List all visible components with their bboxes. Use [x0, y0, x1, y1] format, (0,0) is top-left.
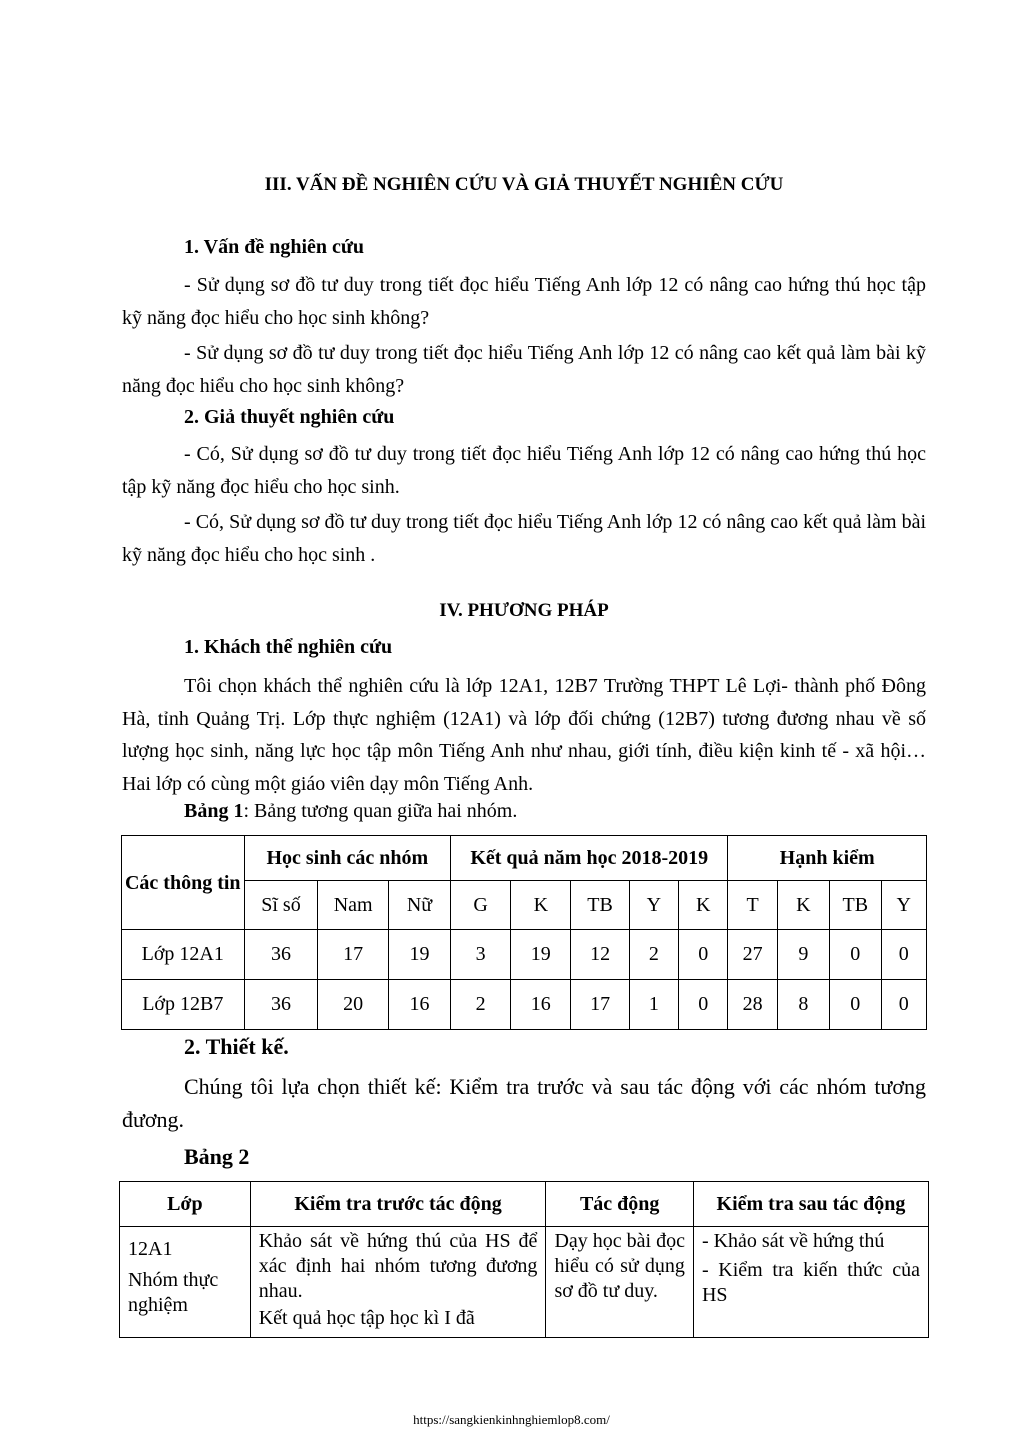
table-cell: 0 [679, 980, 728, 1030]
table-2-header-before: Kiểm tra trước tác động [250, 1182, 546, 1227]
table-cell: 0 [830, 930, 881, 980]
table-1-subheader: T [728, 881, 777, 930]
table-cell: 20 [318, 980, 388, 1030]
table-1-subheader: Sĩ số [244, 881, 318, 930]
table-cell: 2 [629, 930, 678, 980]
table-cell: 16 [388, 980, 450, 1030]
section-3-sub1: 1. Vấn đề nghiên cứu [184, 236, 365, 258]
section-4-sub2: 2. Thiết kế. [184, 1034, 289, 1059]
table-1-header-info: Các thông tin [122, 836, 245, 930]
table-2-action-cell [546, 1227, 694, 1338]
table-1-subheader: TB [571, 881, 629, 930]
table-row [122, 930, 927, 980]
section-3-paragraph-4: - Có, Sử dụng sơ đồ tư duy trong tiết đọc hiểu Tiếng Anh lớp 12 có nâng cao kết quả làm bài kỹ năng đọc hiểu cho học sinh . [122, 511, 926, 566]
table-1-subheader: Nữ [388, 881, 450, 930]
after-text-1: - Khảo sát về hứng thú [701, 1230, 885, 1252]
table-cell: 0 [679, 930, 728, 980]
footer-url: https://sangkienkinhnghiemlop8.com/ [413, 1412, 610, 1427]
table-2-before-cell [250, 1227, 546, 1338]
class-name: 12A1 [128, 1238, 173, 1260]
table-cell: 3 [451, 930, 511, 980]
section-3-paragraph-2: - Sử dụng sơ đồ tư duy trong tiết đọc hiểu Tiếng Anh lớp 12 có nâng cao kết quả làm bài kỹ năng đọc hiểu cho học sinh không? [122, 342, 926, 397]
table-1-caption [184, 800, 517, 823]
comparison-table [121, 835, 927, 1030]
table-cell: 9 [777, 930, 829, 980]
section-3-title: III. VẤN ĐỀ NGHIÊN CỨU VÀ GIẢ THUYẾT NGHIÊN CỨU [264, 174, 784, 195]
table-2-after-cell [693, 1227, 928, 1338]
table-cell: 8 [777, 980, 829, 1030]
table-cell: 16 [511, 980, 571, 1030]
action-text: Dạy học bài đọc hiểu có sử dụng sơ đồ tư duy. [554, 1230, 685, 1302]
table-cell: 19 [388, 930, 450, 980]
section-4-paragraph-1: Tôi chọn khách thể nghiên cứu là lớp 12A1, 12B7 Trường THPT Lê Lợi- thành phố Đông Hà, tỉnh Quảng Trị. Lớp thực nghiệm (12A1) và lớp đối chứng (12B7) tương đương nhau về số lượng học sinh, năng lực học tập môn Tiếng Anh như nhau, giới tính, điều kiện kinh tế - xã hội… Hai lớp có cùng một giáo viên dạy môn Tiếng Anh. [122, 675, 926, 795]
table-cell: 36 [244, 930, 318, 980]
row-label: Lớp 12A1 [122, 930, 245, 980]
table-cell: 0 [830, 980, 881, 1030]
table-cell: 1 [629, 980, 678, 1030]
design-table [119, 1181, 929, 1338]
table-1-header-results: Kết quả năm học 2018-2019 [451, 836, 728, 881]
table-1-header-conduct: Hạnh kiểm [728, 836, 927, 881]
table-1-subheader: G [451, 881, 511, 930]
table-2-header-class: Lớp [120, 1182, 251, 1227]
table-1-subheader: Nam [318, 881, 388, 930]
table-2-caption: Bảng 2 [184, 1144, 250, 1169]
table-1-caption-text: : Bảng tương quan giữa hai nhóm. [243, 800, 518, 822]
table-cell: 0 [881, 930, 926, 980]
section-3-paragraph-1: - Sử dụng sơ đồ tư duy trong tiết đọc hiểu Tiếng Anh lớp 12 có nâng cao hứng thú học tập kỹ năng đọc hiểu cho học sinh không? [122, 274, 926, 329]
table-row [120, 1227, 929, 1338]
table-cell: 17 [318, 930, 388, 980]
table-2-class-cell [120, 1227, 251, 1338]
table-cell: 27 [728, 930, 777, 980]
table-1-subheader: Y [881, 881, 926, 930]
table-cell: 36 [244, 980, 318, 1030]
class-group: Nhóm thực nghiệm [128, 1269, 219, 1316]
table-row [122, 980, 927, 1030]
table-1-subheader: K [777, 881, 829, 930]
table-2-header-after: Kiểm tra sau tác động [693, 1182, 928, 1227]
after-text-2: - Kiểm tra kiến thức của HS [701, 1259, 920, 1306]
section-3-sub2: 2. Giả thuyết nghiên cứu [184, 406, 395, 428]
section-4-title: IV. PHƯƠNG PHÁP [439, 600, 609, 621]
table-1-caption-label: Bảng 1 [184, 800, 244, 822]
section-4-paragraph-2: Chúng tôi lựa chọn thiết kế: Kiểm tra trước và sau tác động với các nhóm tương đương. [122, 1074, 926, 1132]
table-1-header-students: Học sinh các nhóm [244, 836, 451, 881]
table-1-subheader: TB [830, 881, 881, 930]
table-cell: 19 [511, 930, 571, 980]
before-text-2: Kết quả học tập học kì I đã [258, 1307, 475, 1329]
table-cell: 12 [571, 930, 629, 980]
section-4-sub1: 1. Khách thể nghiên cứu [184, 636, 393, 658]
table-1-subheader: K [511, 881, 571, 930]
before-text-1: Khảo sát về hứng thú của HS để xác định hai nhóm tương đương nhau. [258, 1230, 538, 1302]
table-cell: 17 [571, 980, 629, 1030]
table-cell: 2 [451, 980, 511, 1030]
table-cell: 28 [728, 980, 777, 1030]
table-1-subheader: K [679, 881, 728, 930]
table-1-subheader: Y [629, 881, 678, 930]
row-label: Lớp 12B7 [122, 980, 245, 1030]
table-2-header-action: Tác động [546, 1182, 694, 1227]
table-cell: 0 [881, 980, 926, 1030]
section-3-paragraph-3: - Có, Sử dụng sơ đồ tư duy trong tiết đọc hiểu Tiếng Anh lớp 12 có nâng cao hứng thú học tập kỹ năng đọc hiểu cho học sinh. [122, 443, 926, 498]
